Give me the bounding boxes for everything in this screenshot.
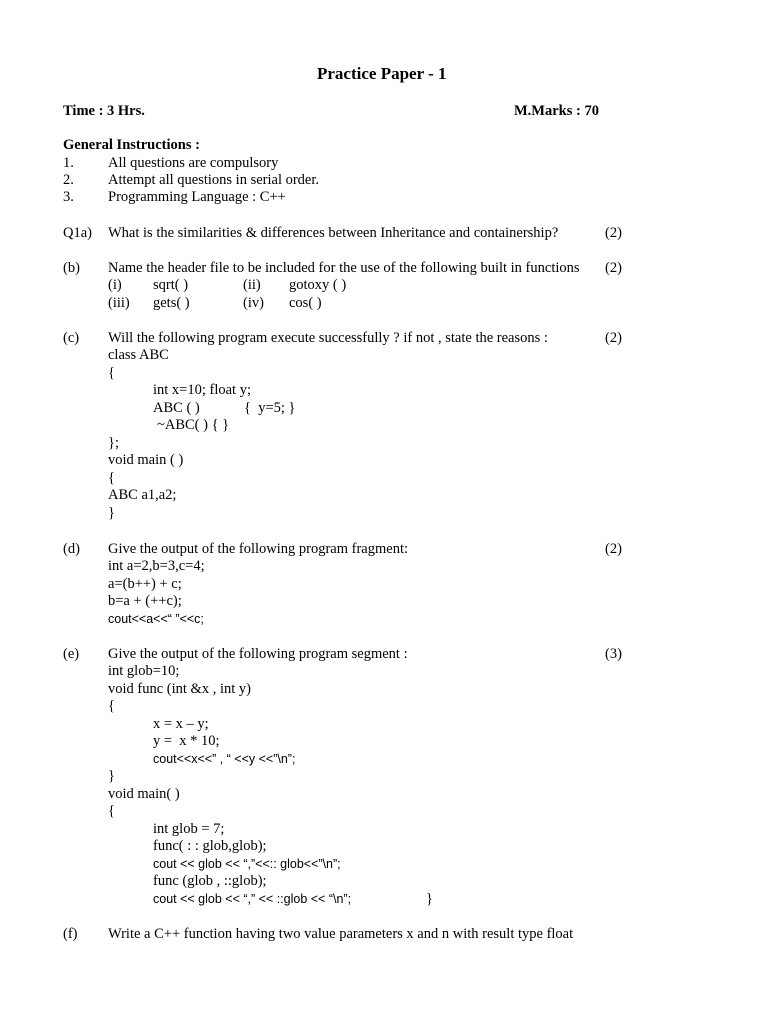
question-label: (c) (63, 330, 80, 346)
instruction-text: Attempt all questions in serial order. (108, 172, 320, 188)
code-line: void main( ) (108, 786, 180, 802)
question-text: Write a C++ function having two value parameters x and n with result type float (108, 926, 574, 942)
instruction-text: All questions are compulsory (108, 155, 279, 171)
page-title: Practice Paper - 1 (317, 64, 447, 83)
code-line: a=(b++) + c; (108, 576, 182, 592)
question-marks: (2) (605, 330, 622, 346)
question-text: What is the similarities & differences between Inheritance and containership? (108, 225, 559, 241)
code-line: func (glob , ::glob); (153, 873, 267, 889)
option-num: (iii) (108, 295, 130, 311)
code-line: cout<<x<<” , “ <<y <<”\n”; (153, 752, 296, 766)
option-text: gotoxy ( ) (289, 277, 347, 293)
instructions-heading: General Instructions : (63, 137, 200, 153)
code-line: b=a + (++c); (108, 593, 182, 609)
code-line: cout<<a<<“ ”<<c; (108, 612, 204, 626)
code-line: } (108, 505, 115, 521)
marks-label: M.Marks : 70 (514, 103, 599, 119)
code-line: x = x – y; (153, 716, 209, 732)
code-line: } (108, 768, 115, 784)
question-text: Name the header file to be included for the use of the following built in functions (108, 260, 580, 276)
question-label: (b) (63, 260, 80, 276)
question-text: Give the output of the following program segment : (108, 646, 408, 662)
code-line: }; (108, 435, 119, 451)
question-marks: (3) (605, 646, 622, 662)
code-line: cout << glob << “,” << ::glob << “\n”; (153, 892, 352, 906)
question-marks: (2) (605, 541, 622, 557)
instruction-num: 2. (63, 172, 74, 188)
option-num: (iv) (243, 295, 264, 311)
code-line: func( : : glob,glob); (153, 838, 267, 854)
code-line: int a=2,b=3,c=4; (108, 558, 205, 574)
code-line: { (108, 470, 115, 486)
question-label: Q1a) (63, 225, 92, 241)
code-line: { y=5; } (244, 400, 296, 416)
code-line: void main ( ) (108, 452, 184, 468)
time-label: Time : 3 Hrs. (63, 103, 145, 119)
option-num: (i) (108, 277, 122, 293)
instruction-text: Programming Language : C++ (108, 189, 286, 205)
instruction-num: 3. (63, 189, 74, 205)
question-label: (d) (63, 541, 80, 557)
option-text: sqrt( ) (153, 277, 189, 293)
code-line: { (108, 365, 115, 381)
code-line: ABC ( ) (153, 400, 200, 416)
question-label: (e) (63, 646, 80, 662)
question-label: (f) (63, 926, 78, 942)
code-line: y = x * 10; (153, 733, 220, 749)
code-line: ABC a1,a2; (108, 487, 177, 503)
question-marks: (2) (605, 260, 622, 276)
instruction-num: 1. (63, 155, 74, 171)
question-text: Give the output of the following program fragment: (108, 541, 408, 557)
code-line: { (108, 698, 115, 714)
option-num: (ii) (243, 277, 261, 293)
code-line: { (108, 803, 115, 819)
code-line: } (426, 891, 433, 907)
code-line: ~ABC( ) { } (157, 417, 230, 433)
code-line: int x=10; float y; (153, 382, 251, 398)
option-text: cos( ) (289, 295, 322, 311)
question-marks: (2) (605, 225, 622, 241)
code-line: int glob=10; (108, 663, 180, 679)
code-line: void func (int &x , int y) (108, 681, 251, 697)
option-text: gets( ) (153, 295, 190, 311)
code-line: class ABC (108, 347, 169, 363)
question-text: Will the following program execute successfully ? if not , state the reasons : (108, 330, 548, 346)
code-line: int glob = 7; (153, 821, 225, 837)
code-line: cout << glob << “,”<<:: glob<<”\n”; (153, 857, 341, 871)
